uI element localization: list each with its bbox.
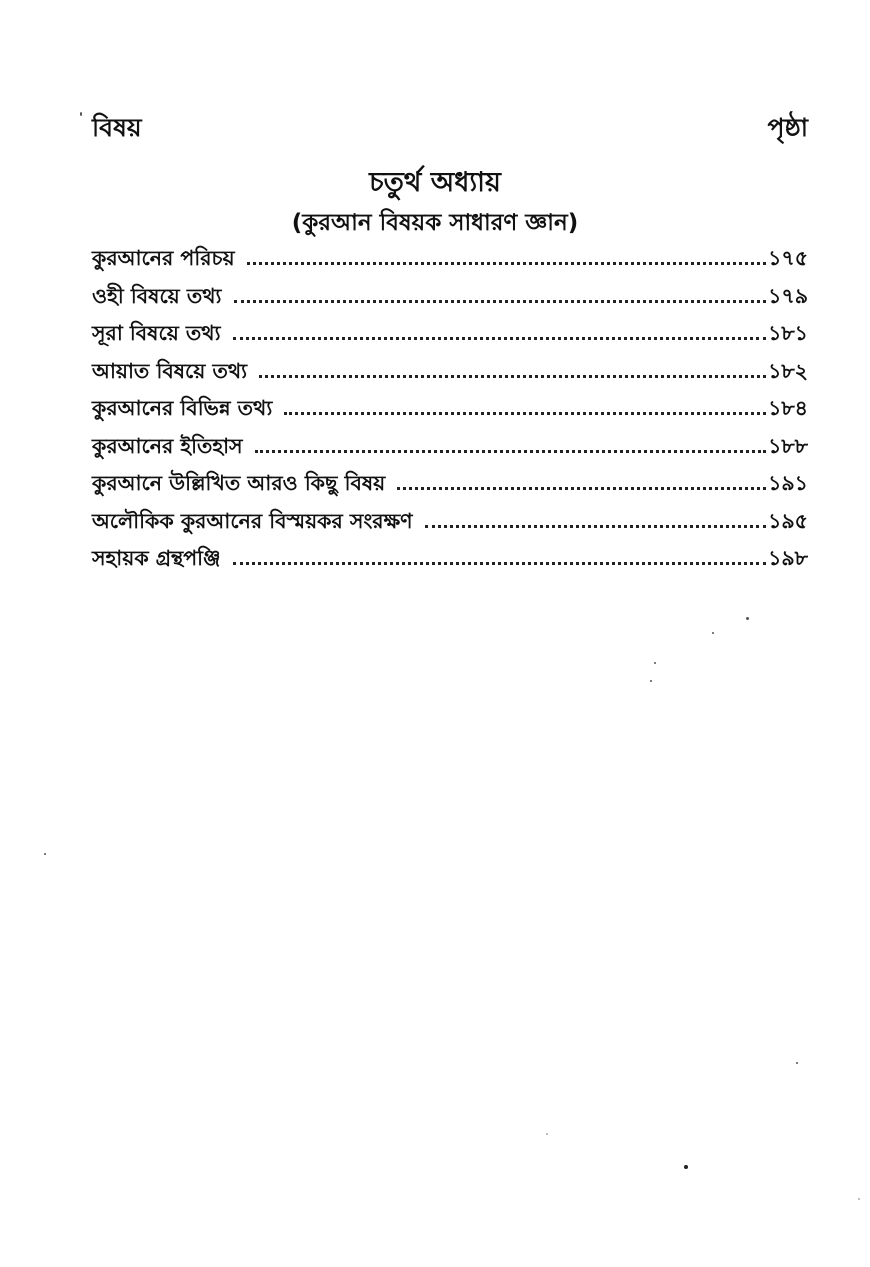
toc-entry-title: কুরআনের পরিচয় — [92, 246, 235, 270]
toc-entry-title: অলৌকিক কুরআনের বিস্ময়কর সংরক্ষণ — [92, 508, 413, 533]
dot-leader — [259, 375, 766, 378]
toc-entry-title: আয়াত বিষয়ে তথ্য — [92, 358, 248, 383]
toc-entry-title: সহায়ক গ্রন্থপঞ্জি — [92, 546, 221, 570]
toc-entry-title: কুরআনের বিভিন্ন তথ্য — [92, 396, 273, 420]
scan-speck — [654, 662, 656, 664]
chapter-title: চতুর্থ অধ্যায় — [369, 167, 501, 198]
toc-entry-title: কুরআনে উল্লিখিত আরও কিছু বিষয় — [92, 471, 386, 495]
scan-speck — [684, 1165, 688, 1169]
scan-speck — [80, 112, 82, 116]
dot-leader — [284, 412, 766, 415]
toc-entry-page: ১৭৯ — [768, 283, 808, 308]
scan-speck — [650, 680, 652, 682]
toc-entry-page: ১৯১ — [768, 471, 808, 495]
scan-speck — [44, 853, 46, 855]
subject-column-label: বিষয় — [92, 113, 142, 142]
toc-entry — [92, 393, 808, 431]
scan-speck — [712, 632, 714, 634]
toc-entry-title: সূরা বিষয়ে তথ্য — [92, 321, 221, 345]
toc-entry — [92, 543, 808, 581]
toc-entry-title: কুরআনের ইতিহাস — [92, 433, 243, 458]
toc-entry-page: ১৯৫ — [768, 508, 808, 533]
toc-entry-page: ১৯৮ — [768, 546, 808, 570]
dot-leader — [397, 487, 766, 490]
dot-leader — [247, 262, 766, 265]
dot-leader — [233, 337, 767, 340]
chapter-subtitle: (কুরআন বিষয়ক সাধারণ জ্ঞান) — [291, 210, 579, 236]
scan-speck — [796, 1062, 798, 1064]
toc-entry-page: ১৮২ — [768, 358, 808, 383]
toc-entry — [92, 506, 808, 544]
scan-speck — [746, 617, 749, 620]
toc-entry — [92, 356, 808, 394]
toc-entry-page: ১৭৫ — [768, 246, 808, 270]
toc-entry — [92, 318, 808, 356]
toc-entry — [92, 243, 808, 281]
toc-entry — [92, 281, 808, 319]
dot-leader — [425, 525, 767, 528]
dot-leader — [233, 562, 767, 565]
toc-entry — [92, 431, 808, 469]
page-column-label: পৃষ্ঠা — [767, 113, 808, 142]
scan-speck — [858, 1198, 860, 1200]
toc-entry-page: ১৮৮ — [768, 433, 808, 458]
dot-leader — [234, 300, 767, 303]
toc-entry-page: ১৮৪ — [768, 396, 808, 420]
dot-leader — [255, 450, 766, 453]
toc-entry-page: ১৮১ — [768, 321, 808, 345]
scan-speck — [546, 1133, 548, 1135]
table-of-contents — [92, 243, 808, 581]
column-header — [92, 108, 808, 148]
toc-entry-title: ওহী বিষয়ে তথ্য — [92, 283, 222, 308]
toc-entry — [92, 468, 808, 506]
